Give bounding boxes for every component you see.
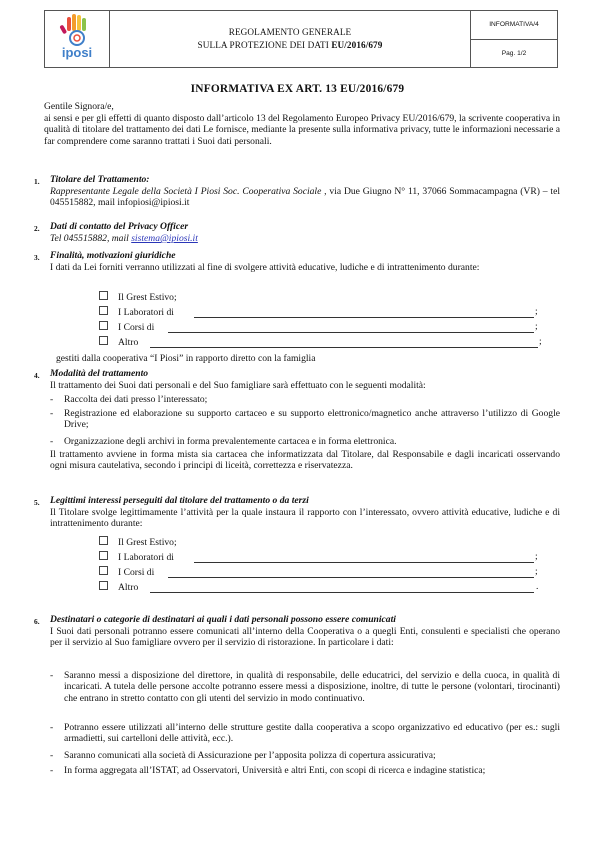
checkbox[interactable] (99, 306, 108, 315)
bullet-dash: - (50, 722, 54, 733)
intro-body: ai sensi e per gli effetti di quanto disposto dall’articolo 13 del Regolamento Europeo Privacy EU/2016/679, la scrivente cooperativa in qualità di titolare del trattamento dei dati Le fornisce, mediante la presente sulla informativa privacy, tutte le informazioni necessarie a far comprendere come saranno trattati i Suoi dati personali. (44, 113, 560, 147)
section-3-number: 3. (34, 253, 40, 262)
section-2-body: Tel 045515882, mail sistema@ipiosi.it (50, 233, 198, 244)
document-code: INFORMATIVA/4 (471, 11, 557, 40)
s3-altro-line[interactable] (150, 347, 538, 348)
section-3-footer: gestiti dalla cooperativa “I Piosi” in rapporto diretto con la famiglia (56, 353, 316, 364)
s6-item-3: Saranno comunicati alla società di Assicurazione per l’apposita polizza di copertura assicurativa; (64, 750, 436, 761)
s6-item-2: Potranno essere utilizzati all’interno delle strutture gestite dalla cooperativa a scopo organizzativo ed educativo (per es.: sugli armadietti, sui cartelloni delle attività, ecc.). (64, 722, 560, 745)
s5-option-grest[interactable]: Il Grest Estivo; (99, 536, 177, 548)
s4-item-3: Organizzazione degli archivi in forma prevalentemente cartacea e in forma elettronica. (64, 436, 397, 447)
checkbox[interactable] (99, 321, 108, 330)
checkbox[interactable] (99, 581, 108, 590)
page-number: Pag. 1/2 (501, 49, 527, 57)
svg-text:iposi: iposi (61, 45, 93, 60)
s5-altro-line[interactable] (150, 592, 534, 593)
checkbox[interactable] (99, 536, 108, 545)
section-3-heading: Finalità, motivazioni giuridiche (50, 250, 176, 261)
s5-laboratori-line[interactable] (194, 562, 534, 563)
s6-item-1: Saranno messi a disposizione del direttore, in qualità di responsabile, delle educatrici, del servizio e della cuoca, in qualità di incaricati. A tutela delle persone accolte potranno essere messi a disposizione, inoltre, di tutte le persone (volontari, tirocinanti) che entrano in stretto contatto con gli utenti del servizio in modo continuativo. (64, 670, 560, 704)
section-4-body: Il trattamento dei Suoi dati personali e del Suo famigliare sarà effettuato con le seguenti modalità: (50, 380, 426, 391)
intro-greeting: Gentile Signora/e, (44, 101, 114, 112)
section-4-footer: Il trattamento avviene in forma mista sia cartacea che informatizzata dal Titolare, dal Responsabile e dagli incaricati osservando ogni misura cautelativa, secondo i principi di liceità, correttezza e riservatezza. (50, 449, 560, 472)
s4-item-2: Registrazione ed elaborazione su supporto cartaceo e su supporto elettronico/magnetico anche attraverso l’utilizzo di Google Drive; (64, 408, 560, 431)
s3-laboratori-end: ; (535, 306, 538, 317)
section-1-heading: Titolare del Trattamento: (50, 174, 150, 185)
s3-option-laboratori[interactable]: I Laboratori di (99, 306, 174, 318)
s3-corsi-line[interactable] (168, 332, 534, 333)
s5-laboratori-end: ; (535, 551, 538, 562)
s5-corsi-end: ; (535, 566, 538, 577)
section-6-number: 6. (34, 617, 40, 626)
header-line1: REGOLAMENTO GENERALE (228, 27, 352, 37)
checkbox[interactable] (99, 291, 108, 300)
document-header (44, 10, 558, 68)
header-line2: SULLA PROTEZIONE DEI DATI EU/2016/679 (197, 40, 383, 50)
s4-item-1: Raccolta dei dati presso l’interessato; (64, 394, 208, 405)
bullet-dash: - (50, 765, 54, 776)
s3-option-grest[interactable]: Il Grest Estivo; (99, 291, 177, 303)
s5-option-corsi[interactable]: I Corsi di (99, 566, 154, 578)
document-title: INFORMATIVA EX ART. 13 EU/2016/679 (190, 83, 405, 95)
section-3-body: I dati da Lei forniti verranno utilizzati al fine di svolgere attività educative, ludiche e di intrattenimento durante: (50, 262, 480, 273)
s3-corsi-end: ; (535, 321, 538, 332)
checkbox[interactable] (99, 336, 108, 345)
bullet-dash: - (50, 436, 54, 447)
s5-option-altro[interactable]: Altro (99, 581, 138, 593)
company-logo (45, 11, 110, 67)
s3-option-corsi[interactable]: I Corsi di (99, 321, 154, 333)
section-2-number: 2. (34, 224, 40, 233)
s6-item-4: In forma aggregata all’ISTAT, ad Osservatori, Università e altri Enti, con scopi di ricerca e indagine statistica; (64, 765, 486, 776)
section-6-heading: Destinatari o categorie di destinatari ai quali i dati personali possono essere comunicati (50, 614, 396, 625)
bullet-dash: - (50, 750, 54, 761)
section-5-number: 5. (34, 498, 40, 507)
hand-logo-icon (45, 11, 109, 67)
header-title (110, 11, 471, 67)
section-5-body: Il Titolare svolge legittimamente l’attività per la quale instaura il rapporto con l’interessato, ovvero attività educative, ludiche e di intrattenimento durante: (50, 507, 560, 530)
s5-option-laboratori[interactable]: I Laboratori di (99, 551, 174, 563)
checkbox[interactable] (99, 566, 108, 575)
section-4-number: 4. (34, 371, 40, 380)
header-meta (471, 11, 557, 67)
section-5-heading: Legittimi interessi perseguiti dal titolare del trattamento o da terzi (50, 495, 309, 506)
section-1-number: 1. (34, 177, 40, 186)
checkbox[interactable] (99, 551, 108, 560)
privacy-officer-email-link[interactable]: sistema@ipiosi.it (131, 233, 198, 244)
s5-altro-end: . (536, 581, 539, 592)
bullet-dash: - (50, 670, 54, 681)
s5-corsi-line[interactable] (168, 577, 534, 578)
section-1-body: Rappresentante Legale della Società I Piosi Soc. Cooperativa Sociale , via Due Giugno N° 11, 37066 Sommacampagna (VR) – tel 045515882, mail infopiosi@ipiosi.it (50, 186, 560, 209)
section-6-body: I Suoi dati personali potranno essere comunicati all’interno della Cooperativa o a quegli Enti, consulenti e specialisti che operano per il servizio al Suo famigliare ovvero per il servizio di ristorazione. In particolare i dati: (50, 626, 560, 649)
bullet-dash: - (50, 408, 54, 419)
s3-option-altro[interactable]: Altro (99, 336, 138, 348)
section-2-heading: Dati di contatto del Privacy Officer (50, 221, 189, 232)
s3-laboratori-line[interactable] (194, 317, 534, 318)
s3-altro-end: ; (539, 336, 542, 347)
section-4-heading: Modalità del trattamento (50, 368, 149, 379)
bullet-dash: - (50, 394, 54, 405)
